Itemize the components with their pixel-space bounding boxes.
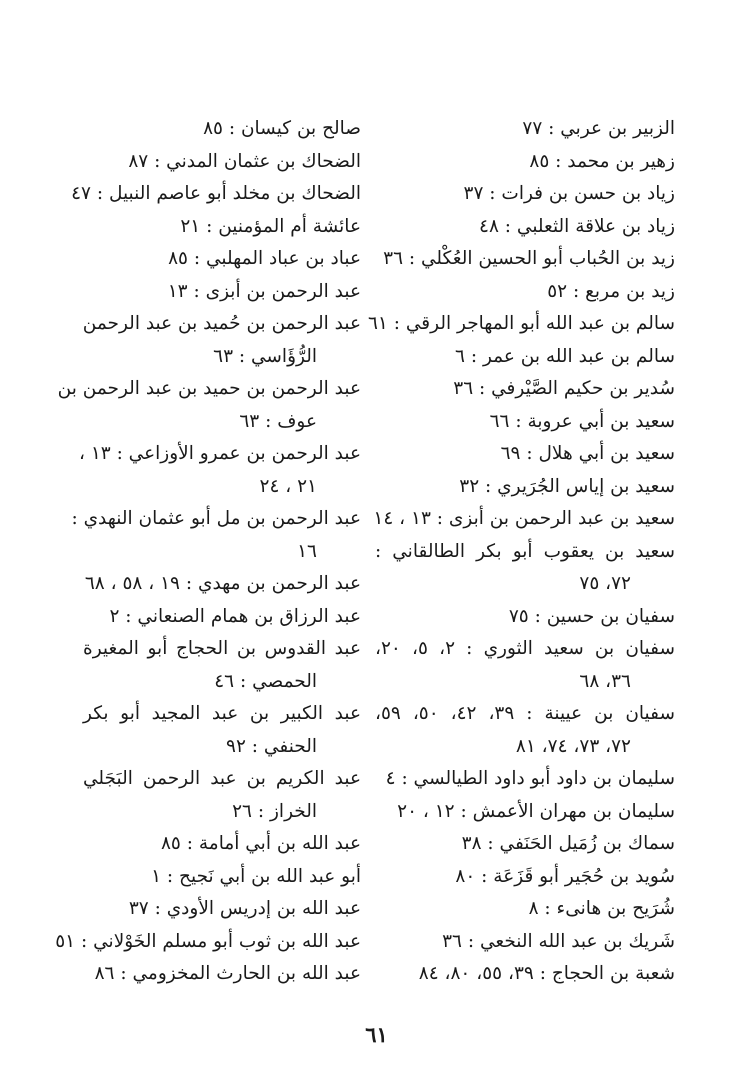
index-entry-continuation: الرُّؤَاسي : ٦٣ bbox=[213, 345, 317, 367]
index-entry: عائشة أم المؤمنين : ٢١ bbox=[180, 215, 361, 237]
index-column-right bbox=[368, 113, 675, 991]
index-entry: عبد الرحمن بن عمرو الأوزاعي : ١٣ ، bbox=[78, 443, 361, 464]
index-entry: زياد بن علاقة الثعلبي : ٤٨ bbox=[479, 215, 675, 237]
index-entry-continuation: ٣٦، ٦٨ bbox=[579, 670, 631, 692]
index-entry: عبد الله بن ثوب أبو مسلم الخَوْلاني : ٥١ bbox=[55, 930, 361, 952]
page-number: ٦١ bbox=[365, 1022, 388, 1047]
index-entry: عبد القدوس بن الحجاج أبو المغيرة bbox=[83, 638, 361, 659]
index-entry: عبد الرحمن بن مل أبو عثمان النهدي : bbox=[71, 508, 361, 529]
index-entry: صالح بن كيسان : ٨٥ bbox=[203, 118, 361, 139]
index-entry-continuation: عوف : ٦٣ bbox=[239, 410, 317, 432]
index-entry: عبد الرحمن بن حميد بن عبد الرحمن بن bbox=[57, 378, 361, 399]
index-entry-continuation: ٧٢، ٧٣، ٧٤، ٨١ bbox=[515, 735, 631, 757]
index-entry: سُدير بن حكيم الصَّيْرفي : ٣٦ bbox=[453, 378, 675, 399]
index-entry: شُرَيح بن هانىء : ٨ bbox=[528, 898, 675, 919]
index-entry: سليمان بن مهران الأعمش : ١٢ ، ٢٠ bbox=[397, 800, 675, 822]
index-entry: عباد بن عباد المهلبي : ٨٥ bbox=[168, 248, 361, 269]
index-entry: سالم بن عبد الله أبو المهاجر الرقي : ٦١ bbox=[368, 313, 675, 334]
index-entry: زياد بن حسن بن فرات : ٣٧ bbox=[463, 183, 675, 204]
index-entry: سفيان بن سعيد الثوري : ٢، ٥، ٢٠، bbox=[375, 638, 675, 659]
index-entry: عبد الكريم بن عبد الرحمن البَجَلي bbox=[83, 768, 361, 789]
index-entry-continuation: ٢١ ، ٢٤ bbox=[259, 475, 317, 497]
index-entry: عبد الرزاق بن همام الصنعاني : ٢ bbox=[109, 605, 361, 627]
index-entry: الضحاك بن مخلد أبو عاصم النبيل : ٤٧ bbox=[71, 183, 361, 204]
index-entry: عبد الرحمن بن أبزى : ١٣ bbox=[167, 280, 361, 302]
index-entry: الزبير بن عربي : ٧٧ bbox=[522, 118, 675, 139]
index-entry: سعيد بن أبي عروبة : ٦٦ bbox=[489, 410, 675, 432]
index-entry: عبد الله بن إدريس الأودي : ٣٧ bbox=[128, 898, 361, 919]
index-entry: زيد بن مربع : ٥٢ bbox=[547, 280, 675, 302]
index-entry: سعيد بن أبي هلال : ٦٩ bbox=[500, 443, 675, 464]
index-entry: عبد الله بن الحارث المخزومي : ٨٦ bbox=[94, 963, 361, 984]
index-entry: عبد الرحمن بن حُميد بن عبد الرحمن bbox=[82, 313, 361, 334]
index-entry: زهير بن محمد : ٨٥ bbox=[529, 150, 675, 172]
index-entry-continuation: ٧٢، ٧٥ bbox=[579, 573, 631, 594]
index-entry: أبو عبد الله بن أبي نَجيح : ١ bbox=[151, 865, 361, 887]
index-entry: شَريك بن عبد الله النخعي : ٣٦ bbox=[442, 930, 675, 952]
index-column-left bbox=[55, 113, 361, 991]
index-entry: سفيان بن عيينة : ٣٩، ٤٢، ٥٠، ٥٩، bbox=[375, 703, 675, 724]
index-entry: شعبة بن الحجاج : ٣٩، ٥٥، ٨٠، ٨٤ bbox=[418, 963, 675, 984]
index-entry: زيد بن الحُباب أبو الحسين العُكْلي : ٣٦ bbox=[383, 248, 675, 269]
index-entry: سالم بن عبد الله بن عمر : ٦ bbox=[455, 345, 675, 367]
index-entry: عبد الله بن أبي أمامة : ٨٥ bbox=[161, 833, 361, 854]
index-entry: سماك بن زُمَيل الحَنَفي : ٣٨ bbox=[461, 833, 675, 854]
index-entry: سُويد بن حُجَير أبو قَزَعَة : ٨٠ bbox=[455, 865, 675, 887]
index-entry-continuation: الخراز : ٢٦ bbox=[232, 800, 317, 822]
index-entry: سعيد بن يعقوب أبو بكر الطالقاني : bbox=[375, 540, 675, 562]
index-entry: سعيد بن إياس الجُرَيري : ٣٢ bbox=[459, 475, 675, 497]
index-entry-continuation: الحنفي : ٩٢ bbox=[226, 735, 317, 757]
index-entry: سفيان بن حسين : ٧٥ bbox=[508, 605, 675, 627]
index-entry: الضحاك بن عثمان المدني : ٨٧ bbox=[128, 150, 361, 172]
index-entry: عبد الكبير بن عبد المجيد أبو بكر bbox=[83, 703, 361, 724]
index-entry: عبد الرحمن بن مهدي : ١٩ ، ٥٨ ، ٦٨ bbox=[84, 573, 361, 594]
index-entry: سعيد بن عبد الرحمن بن أبزى : ١٣ ، ١٤ bbox=[373, 508, 675, 529]
index-entry-continuation: ١٦ bbox=[297, 540, 317, 562]
index-entry: سليمان بن داود أبو داود الطيالسي : ٤ bbox=[385, 768, 675, 789]
index-entry-continuation: الحمصي : ٤٦ bbox=[214, 670, 317, 692]
